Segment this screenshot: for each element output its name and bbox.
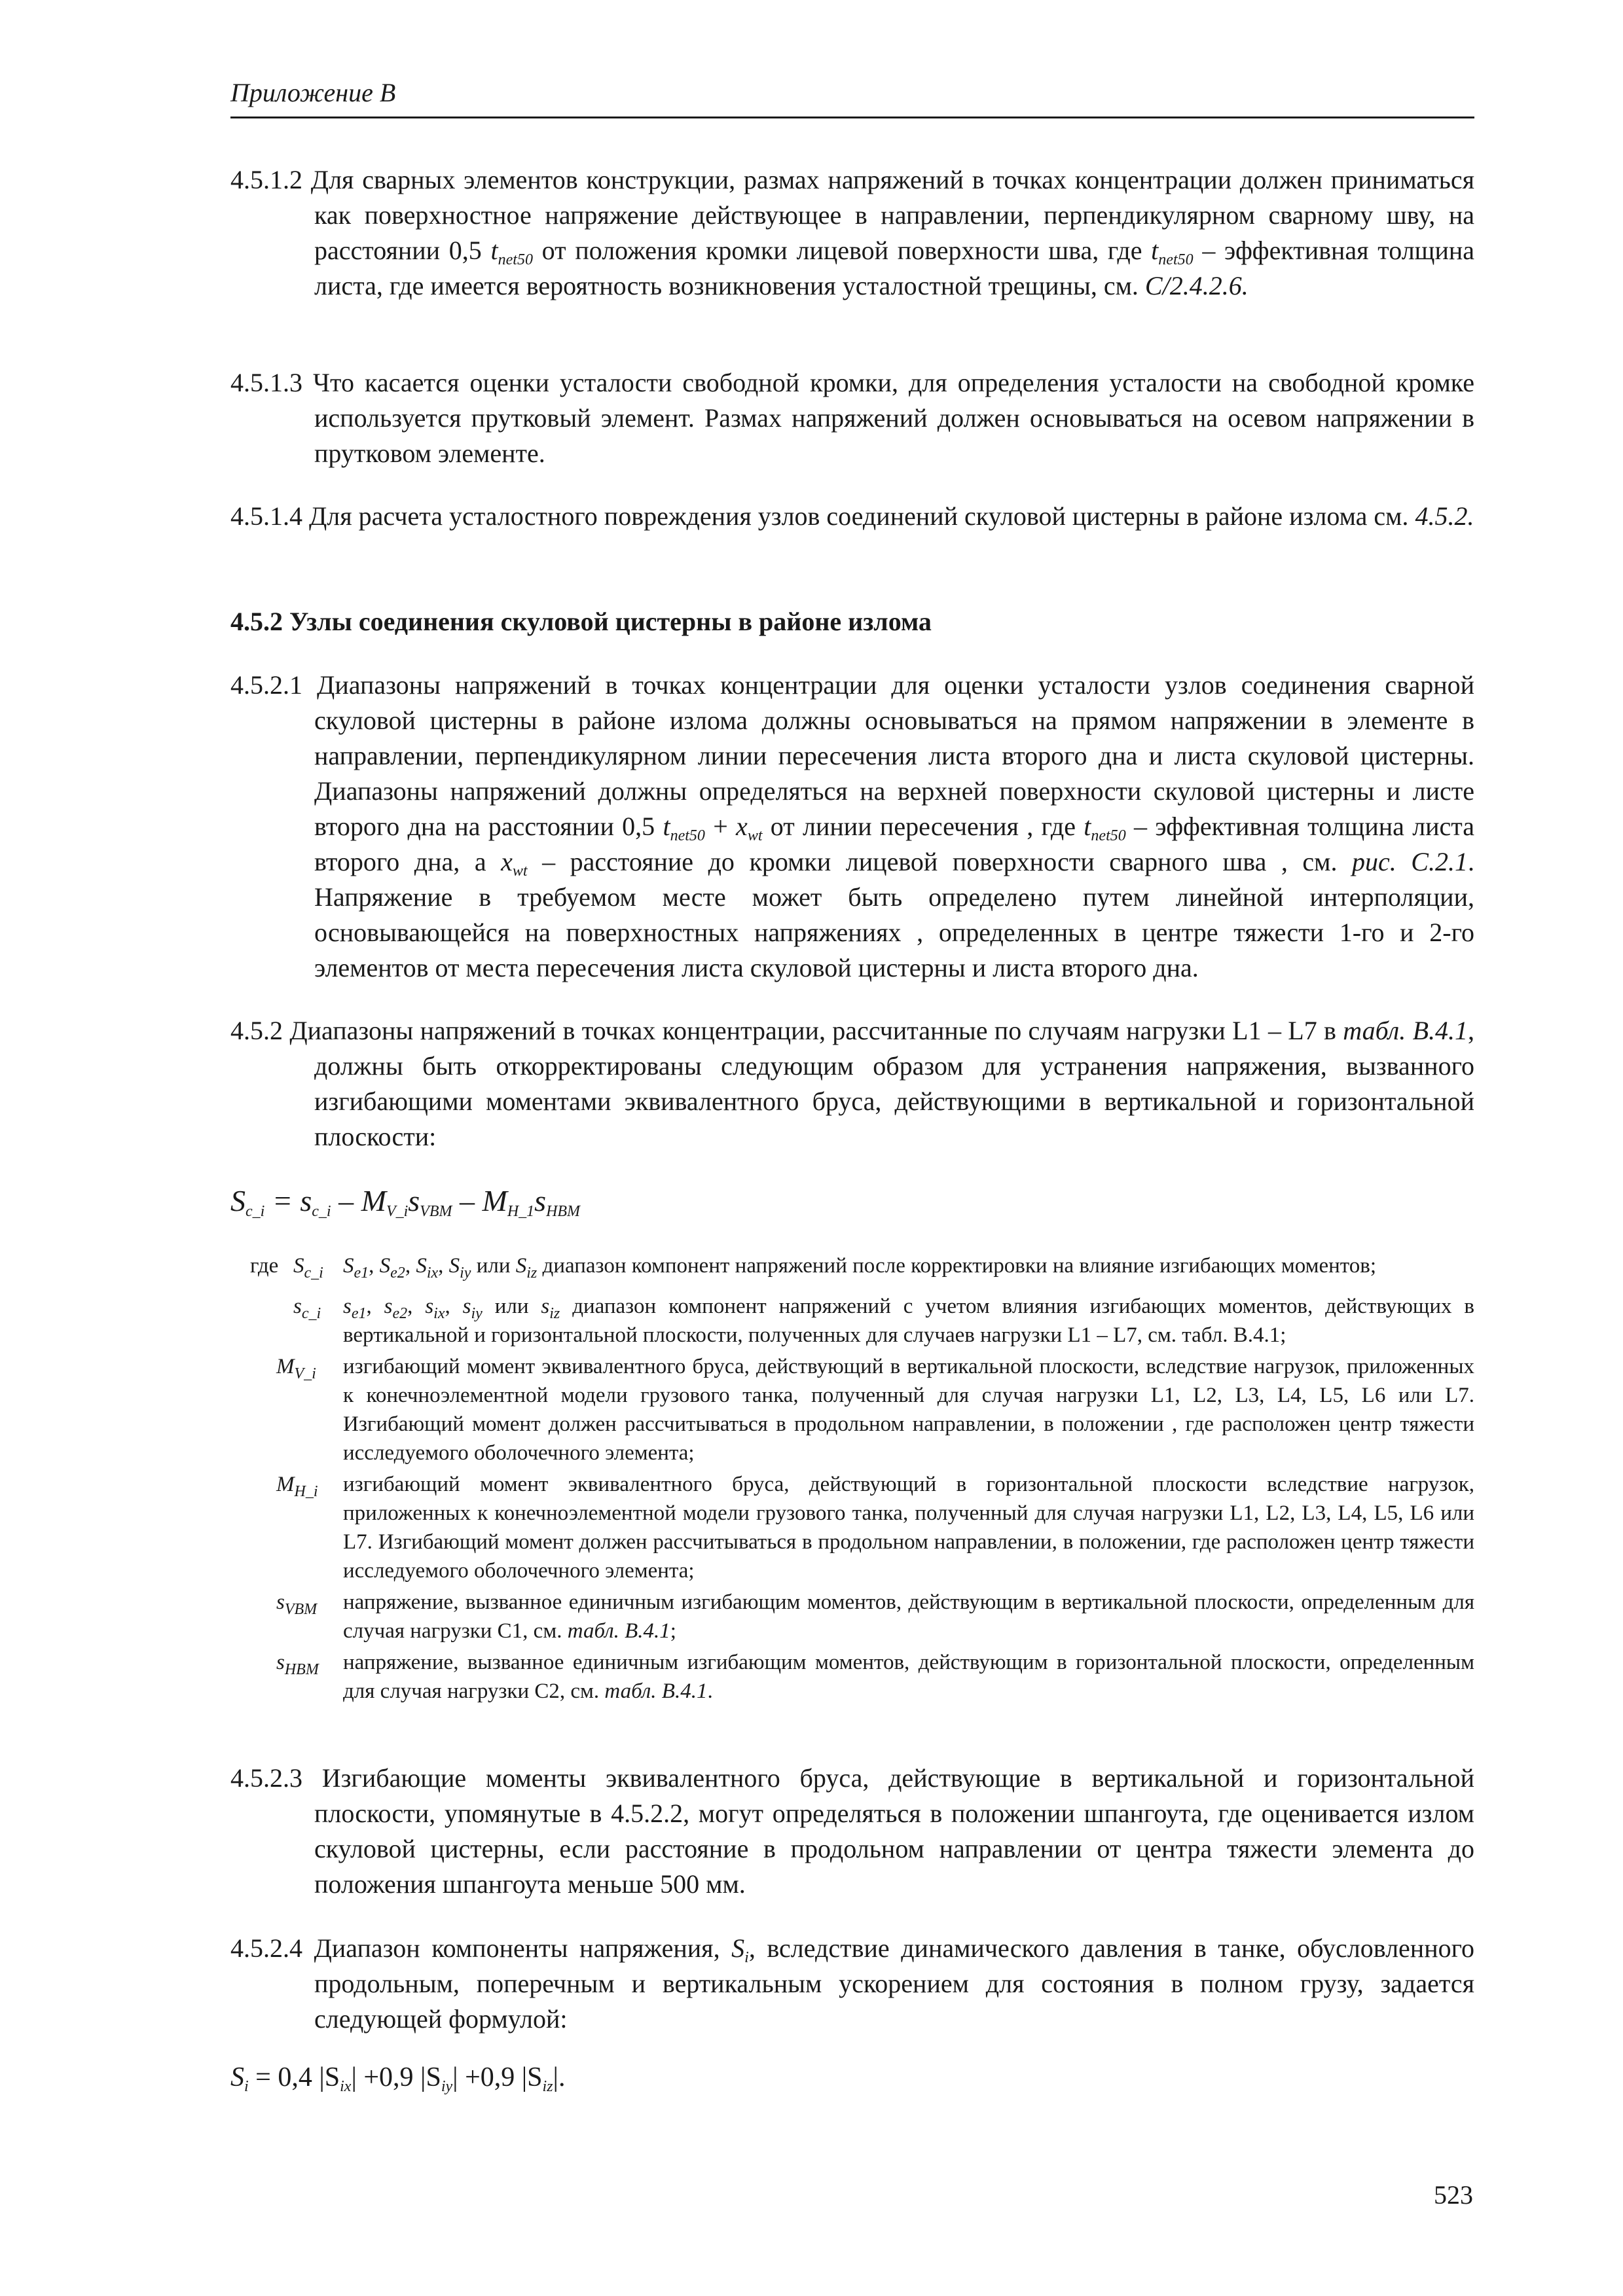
var-sub: net50 <box>1091 827 1126 844</box>
running-header: Приложение В <box>230 78 396 107</box>
paragraph-4-5-2 <box>230 1013 1474 1155</box>
definition-sci <box>230 1251 1474 1280</box>
para-text: , должны быть откорректированы следующим образом для устранения напряжения, вызванного изгибающими моментами эквивалентного бруса, действующими в вертикальной и горизонтальной плоскости: <box>314 1016 1475 1151</box>
para-text: Диапазоны напряжений в точках концентрации, рассчитанные по случаям нагрузки L1 – L7 в <box>289 1016 1336 1045</box>
para-text: , вследствие динамического давления в танке, обусловленного продольным, поперечным и вертикальным ускорением для состояния в полном грузу, задается следующей формулой: <box>314 1933 1475 2034</box>
def-text: $s_{e1}$, $s_{e2}$, $s_{ix}$, $s_{iy}$ или $s_{iz}$ диапазон компонент напряжений с учетом влияния изгибающих моментов, действующих в вертикальной и горизонтальной плоскости, полученных для случаев нагрузки L1 – L7, см. табл. В.4.1; <box>343 1295 1474 1347</box>
var-x: x <box>501 847 513 876</box>
para-text: Изгибающие моменты эквивалентного бруса, действующие в вертикальной и горизонтальной плоскости, упомянутые в 4.5.2.2, могут определяться в положении шпангоута, где оценивается излом скуловой цистерны, если расстояние в продольном направлении от центра тяжести элемента до положения шпангоута меньше 500 мм. <box>314 1763 1475 1899</box>
paragraph-4-5-2-3 <box>230 1761 1474 1902</box>
para-number: 4.5.2.1 <box>230 670 302 700</box>
para-text: Диапазон компоненты напряжения, <box>314 1933 720 1963</box>
para-text: . Напряжение в требуемом месте может быть определено путем линейной интерполяции, основывающейся на поверхностных напряжениях , определенных в центре тяжести 1-го и 2-го элементов от места пересечения листа скуловой цистерны и листа второго дна. <box>314 847 1474 982</box>
def-text: $S_{e1}$, $S_{e2}$, $S_{ix}$, $S_{iy}$ или $S_{iz}$ диапазон компонент напряжений после корректировки на влияние изгибающих моментов; <box>343 1254 1377 1282</box>
para-text: Что касается оценки усталости свободной кромки, для определения усталости на свободной кромке используется прутковый элемент. Размах напряжений должен основываться на осевом напряжении в прутковом элементе. <box>313 368 1475 468</box>
cross-reference: 4.5.2. <box>1415 501 1474 531</box>
cross-reference: табл. B.4.1 <box>1343 1016 1468 1045</box>
def-text: изгибающий момент эквивалентного бруса, действующий в вертикальной плоскости, вследствие нагрузок, приложенных к конечноэлементной модели грузового танка, полученный для случая нагрузки L1, L2, L3, L4, L5, L6 или L7. Изгибающий момент должен рассчитываться в продольном направлении, в положении , где расположен центр тяжести исследуемого оболочечного элемента; <box>343 1355 1474 1465</box>
var-s: S <box>731 1933 745 1963</box>
para-text: – эффективная толщина листа второго дна, а <box>314 812 1475 876</box>
var-x: x <box>736 812 748 841</box>
header-rule <box>230 117 1474 118</box>
paragraph-4-5-1-4 <box>230 499 1474 534</box>
var-sub: net50 <box>1158 251 1194 268</box>
definition-sci-lower <box>230 1292 1474 1350</box>
para-text: Для расчета усталостного повреждения узлов соединений скуловой цистерны в районе излома см. <box>309 501 1409 531</box>
cross-reference: рис. C.2.1 <box>1352 847 1468 876</box>
var-t: t <box>663 812 670 841</box>
para-text: – эффективная толщина листа, где имеется вероятность возникновения усталостной трещины, см. <box>314 236 1475 300</box>
para-number: 4.5.2 <box>230 1016 283 1045</box>
var-sub: net50 <box>670 827 705 844</box>
definition-mhi <box>230 1470 1474 1585</box>
def-symbol: $M_{H\_i}$ <box>276 1473 318 1500</box>
para-text: от линии пересечения , где <box>770 812 1076 841</box>
symbol-definitions <box>230 1251 1474 1706</box>
para-text: – расстояние до кромки лицевой поверхности сварного шва , см. <box>542 847 1338 876</box>
var-t: t <box>1084 812 1091 841</box>
def-symbol: $s_{VBM}$ <box>276 1590 318 1618</box>
para-number: 4.5.1.4 <box>230 501 302 531</box>
para-number: 4.5.1.3 <box>230 368 302 397</box>
paragraph-4-5-1-2 <box>230 162 1474 304</box>
def-text: изгибающий момент эквивалентного бруса, действующий в горизонтальной плоскости вследствие нагрузок, приложенных к конечноэлементной модели грузового танка, полученный для случая нагрузки L1, L2, L3, L4, L5, L6 или L7. Изгибающий момент должен рассчитываться в продольном направлении, в положении, где расположен центр тяжести исследуемого оболочечного элемента; <box>343 1473 1474 1583</box>
para-text: от положения кромки лицевой поверхности шва, где <box>541 236 1142 265</box>
definition-svbm <box>230 1588 1474 1645</box>
def-symbol: $S_{c\_i}$ <box>293 1254 323 1282</box>
var-sub: net50 <box>498 251 533 268</box>
var-sub: wt <box>747 827 763 844</box>
definition-mvi <box>230 1352 1474 1467</box>
cross-reference: C/2.4.2.6. <box>1144 271 1249 300</box>
where-label: где <box>250 1254 279 1278</box>
definition-shbm <box>230 1648 1474 1706</box>
paragraph-4-5-1-3 <box>230 365 1474 471</box>
para-number: 4.5.1.2 <box>230 165 302 194</box>
para-number: 4.5.2.4 <box>230 1933 302 1963</box>
def-symbol: $s_{HBM}$ <box>276 1651 319 1678</box>
def-text: напряжение, вызванное единичным изгибающим моментов, действующим в горизонтальной плоскости, определенным для случая нагрузки C2, см. табл. B.4.1. <box>343 1651 1474 1703</box>
formula-dynamic-stress: $S_i = 0,4$ $|S_{ix}| +0,9$ $|S_{iy}| +0,9$ $|S_{iz}|$. <box>230 2062 566 2095</box>
paragraph-4-5-2-1: 4.5.2.1 Диапазоны напряжений в точках концентрации для оценки усталости узлов соединения сварной скуловой цистерны в районе излома должны основываться на прямом напряжении в элементе в направлении, перпендикулярном линии пересечения листа второго дна и листа скуловой цистерны. Диапазоны напряжений должны определяться на верхней поверхности скуловой цистерны и листе второго дна на расстоянии 0,5 $t_{net50} + x_{wt}$ от линии пересечения , где $t_{net50}$ – эффективная толщина листа второго дна, а $x_{wt}$ – расстояние до кромки лицевой поверхности сварного шва , см. рис. C.2.1. Напряжение в требуемом месте может быть определено путем линейной интерполяции, основывающейся на поверхностных напряжениях , определенных в центре тяжести 1-го и 2-го элементов от места пересечения листа скуловой цистерны и листа второго дна. <box>230 670 1475 982</box>
page-number: 523 <box>1434 2180 1473 2210</box>
def-symbol: $s_{c\_i}$ <box>293 1295 321 1322</box>
var-sub: wt <box>512 863 528 880</box>
def-text: напряжение, вызванное единичным изгибающим моментов, действующим в вертикальной плоскости, определенным для случая нагрузки C1, см. табл. B.4.1; <box>343 1590 1474 1643</box>
para-number: 4.5.2.3 <box>230 1763 302 1793</box>
para-text: Для сварных элементов конструкции, размах напряжений в точках концентрации должен приниматься как поверхностное напряжение действующее в направлении, перпендикулярном сварному шву, на расстоянии 0,5 <box>310 165 1475 265</box>
formula-stress-correction: $S_{c\_i} = s_{c\_i} - M_{V\_i}s_{VBM} - M_{H\_1}s_{HBM}$ <box>230 1184 581 1220</box>
var-sub: i <box>744 1949 749 1966</box>
section-heading: 4.5.2 Узлы соединения скуловой цистерны в районе излома <box>230 607 932 636</box>
def-symbol: $M_{V\_i}$ <box>276 1355 316 1382</box>
var-t: t <box>1151 236 1159 265</box>
paragraph-4-5-2-4 <box>230 1931 1474 2037</box>
var-t: t <box>490 236 498 265</box>
para-text: Диапазоны напряжений в точках концентрации для оценки усталости узлов соединения сварной скуловой цистерны в районе излома должны основываться на прямом напряжении в элементе в направлении, перпендикулярном линии пересечения листа второго дна и листа скуловой цистерны. Диапазоны напряжений должны определяться на верхней поверхности скуловой цистерны и листе второго дна на расстоянии 0,5 <box>314 670 1475 841</box>
